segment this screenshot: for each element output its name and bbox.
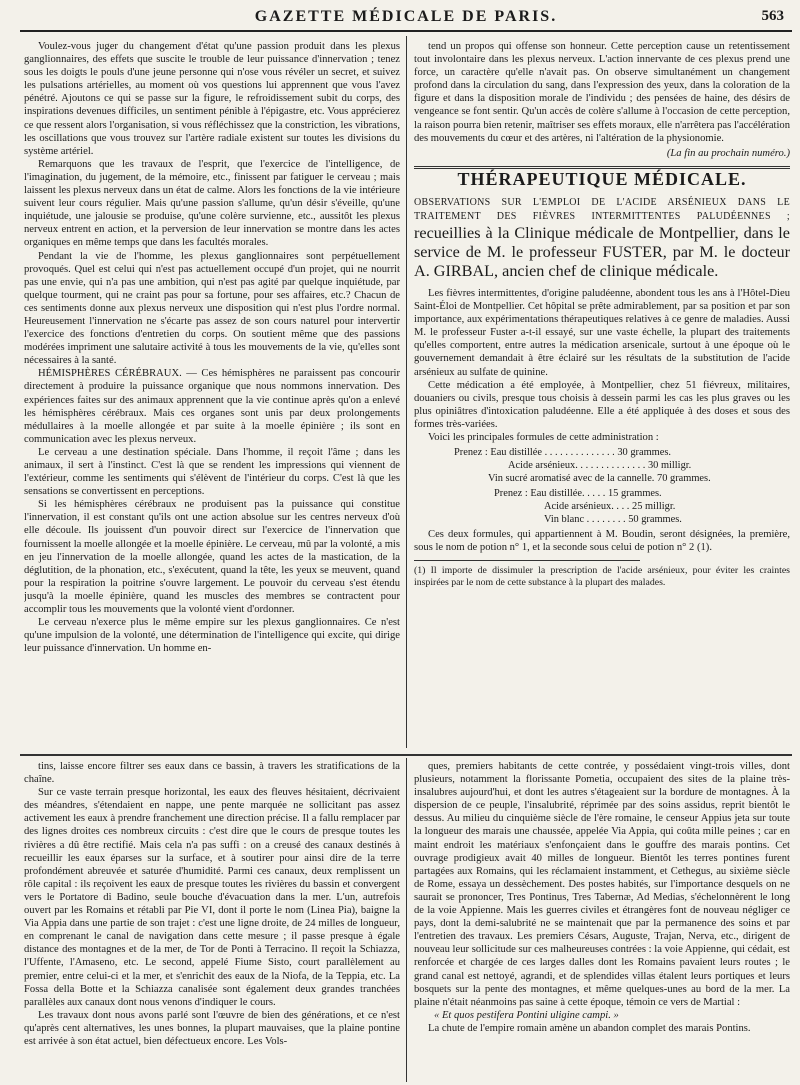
paragraph: La chute de l'empire romain amène un abandon complet des marais Pontins. [428, 1022, 751, 1034]
paragraph: Le cerveau n'exerce plus le même empire sur les plexus ganglionnaires. Ce n'est qu'une impulsion de la volonté, une détermination de l'intelligence qui excite, qui dirige leur puissance d'innervation. Un homme en- [24, 617, 400, 655]
paragraph: ques, premiers habitants de cette contrée, y possédaient vingt-trois villes, dont plusieurs, notamment la florissante Pometia, occupaient des sites de la plaine très-insalubres aujourd'hui, et dont les autres s'étageaient sur la bordure de montagnes. À la dispersion de ce peuple, l'insalubrité, réprimée par des soins assidus, reprit bientôt le dessus. Au milieu du cinquième siècle de l'ère romaine, le censeur Appius jeta sur toute la longueur des marais une chaussée, appelée Via Appia, qui coûta mille peines ; car en maint endroit les matériaux s'enfonçaient dans le gouffre des marais pontins. Cet ouvrage prodigieux avait 40 milles de longueur. Bientôt les terres pontines furent partagées aux Romains, qui les réclamaient instamment, et Cethegus, au sixième siècle de Rome, essaya un dessèchement. Des postes habités, sur l'importance desquels on ne saurait se prononcer, Tres Pontinus, Tres Tabernæ, Ad Medias, s'échelonnèrent le long de la voie Appienne. Mais les guerres civiles et étrangères font de nouveau négliger ce pays, dont la demi-salubrité ne se maintenait que par la permanence des soins et par l'entretien des travaux. Les premiers Césars, Auguste, Trajan, Nerva, etc., dirigent de nouveau leur sollicitude sur ces malheureuses contrées : la voie Appienne, qui cédait, est renforcée et chargée de ces larges dalles dont les Romains pavaient leurs routes ; le grand canal est nettoyé, agrandi, et de splendides villas étalent leurs portiques et leurs bosquets sur la pente des montagnes, et même quelques-unes au bord de la mer. La plaine n'était néanmoins pas saine à cette époque, témoin ce vers de Martial : [414, 761, 790, 1008]
bottom-right-column [414, 760, 790, 1082]
paragraph: Si les hémisphères cérébraux ne produisent pas la puissance qui constitue l'innervation, il est constant qu'ils ont une action absolue sur les centres nerveux d'où elle découle. Ils jouissent d'un pouvoir direct sur l'exercice de l'innervation que fournissent la moelle allongée et la moelle épinière. Le cerveau, mû par la volonté, a mis en jeu l'innervation de la moelle allongée, quand les actes de la mastication, de la déglutition, de la phonation, etc., s'exécutent, quand la tête, les yeux se meuvent, quand pour la respiration la poitrine s'ouvre largement. Le pouvoir du cerveau s'est étendu jusqu'à la moelle épinière, quand les muscles des membres se contractent pour accomplir tous les mouvements que la volonté vient d'ordonner. [24, 499, 400, 616]
paragraph: Voulez-vous juger du changement d'état qu'une passion produit dans les plexus ganglionnaires, des effets que suscite le trouble de leur puissance d'innervation ; tenez sous les doigts le pouls d'une jeune personne qui n'ose vous révéler un secret, et suivez les pulsations artérielles, au moment où vos questions lui apprennent que vous l'avez pénétré. Ajoutons ce qui se passe sur la figure, le refroidissement subit du corps, des inspirations devenues difficiles, un sentiment pénible à l'épigastre, etc. Vous apprécierez ce que ressent alors l'organisation, si vous réfléchissez que la constriction, les vibrations, les oscillations que vous trouvez sur l'artère radiale existent sur toutes les divisions du système artériel. [24, 41, 400, 157]
paragraph: Les fièvres intermittentes, d'origine paludéenne, abondent tous les ans à l'Hôtel-Dieu Saint-Éloi de Montpellier. Cet hôpital se prête admirablement, par sa position et par son importance, aux expérimentations thérapeutiques relatives à ce genre de maladies. Aussi M. le professeur Fuster a-t-il essayé, sur une vaste échelle, la plupart des traitements qu'elles comportent, entre autres la médication arsenicale, surtout à une époque où le gouvernement demandait à être éclairé sur les résultats de la substitution de l'acide arsénieux au sulfate de quinine. [414, 287, 790, 378]
paragraph: tend un propos qui offense son honneur. Cette perception cause un retentissement tout involontaire dans les plexus nerveux. L'action innervante de ces plexus prend une force, un caractère qu'elle n'avait pas. On observe simultanément un changement profond dans la circulation du sang, dans l'expression des yeux, dans la coloration de la figure et dans la disposition morale de l'individu ; des pensées de haine, des désirs de vengeance se font sentir. Qu'un accès de colère s'allume à l'occasion de cette perception, la raison pourra bien retenir, maîtriser ses effets moraux, elle n'arrêtera pas l'accélération des mouvements du cœur et des artères, ni l'altération de la physionomie. [414, 41, 790, 144]
formula-2 [494, 487, 790, 526]
paragraph: Sur ce vaste terrain presque horizontal, les eaux des fleuves hésitaient, décrivaient des méandres, s'étendaient en nappe, une pente marquée ne sollicitant pas assez activement les eaux à prendre franchement une direction précise. Il a fallu remplacer par des lignes droites ces nombreux circuits : c'est dire que le cours de presque toutes les rivières a dû être rectifié. Mais cela n'a pas suffi : on a creusé des canaux destinés à recueillir les eaux éparses sur la surface, et à soutirer pour ainsi dire de la terre profondément abreuvée et saturée d'humidité. Parmi ces canaux, deux remplissent un rôle capital : ils reçoivent les eaux de presque toutes les rivières du bassin et convergent vers le Portatore di Badino, seule bouche d'évacuation dans la mer. L'un, autrefois ouvert par les Romains et rétabli par Pie VI, dont il porte le nom (Linea Pia), baigne la Via Appia dans une partie de son trajet : c'est une ligne droite, de 24 milles de longueur, en comprenant le canal de navigation dans cette mesure ; il passe presque à égale distance des montagnes et de la mer, de Tor de Ponti à Terracino. Il reçoit la Schiazza, l'Uffente, l'Amaseno, etc. Le second, appelé Fiume Sisto, court parallèlement au premier, entre celui-ci et la mer, et s'enrichit des eaux de la Niofa, de la Teppia, etc. La Fossa della Botte et la Schiazza canalisée sont également deux grandes tranchées parallèles aux canaux dont nous venons d'indiquer le cours. [24, 787, 400, 1008]
footnote-rule [414, 560, 640, 561]
paragraph: Remarquons que les travaux de l'esprit, que l'exercice de l'intelligence, de l'imagination, du jugement, de la mémoire, etc., finissent par fatiguer le cerveau ; mais laissent les plexus nerveux dans un état de calme. Alors les fonctions de la vie intérieure suivent leur cours régulier. Mais qu'une passion s'allume, qu'un désir s'éveille, qu'une inquiétude, une jalousie se produise, qu'une colère survienne, etc., aussitôt les plexus nerveux entrent en action, et la perversion de leur innervation se montre dans les actes organiques en même temps que dans les facultés morales. [24, 158, 400, 249]
article-title [414, 196, 790, 281]
formula-line: Acide arsénieux. . . . . . . . . . . . . . 30 milligr. [508, 460, 692, 472]
article-title-byline: recueillies à la Clinique médicale de Montpellier, dans le service de M. le professeur FUSTER, par M. le docteur A. GIRBAL, ancien chef de clinique médicale. [414, 223, 790, 280]
formula-line: Vin blanc . . . . . . . . 50 grammes. [544, 514, 682, 526]
page-header [20, 4, 792, 32]
page-number: 563 [761, 8, 784, 24]
section-separator [20, 754, 792, 756]
newspaper-page [20, 0, 792, 1085]
section-title: THÉRAPEUTIQUE MÉDICALE. [457, 168, 747, 189]
paragraph: Pendant la vie de l'homme, les plexus ganglionnaires sont perpétuellement provoqués. Quel est celui qui n'est pas actuellement occupé d'un projet, qui ne nourrit pas une envie, qui n'a pas une ambition, qui n'est pas agité par quelque inquiétude, par quelque tourment, qui ne craint pas pour sa fortune, pour ses affaires, etc.? Chacun de ces sentiments donne aux plexus nerveux une disposition qui n'est plus l'ordre normal. Heureusement l'innervation ne s'écarte pas assez de son cours naturel pour intervertir l'exercice des fonctions d'entretien du corps. On soutient même que des passions modérées impriment une salutaire activité à tous les mouvements de la vie, qu'elles sont nécessaires à la santé. [24, 250, 400, 367]
right-column [414, 40, 790, 752]
quotation: « Et quos pestifera Pontini uligine campi. » [434, 1009, 619, 1021]
article-title-caps: OBSERVATIONS SUR L'EMPLOI DE L'ACIDE ARSÉNIEUX DANS LE TRAITEMENT DES FIÈVRES INTERMITTENTES PALUDÉENNES ; [414, 196, 790, 222]
paragraph: Ces deux formules, qui appartiennent à M. Boudin, seront désignées, la première, sous le nom de potion n° 1, et la seconde sous celui de potion n° 2 (1). [414, 529, 790, 554]
column-divider [406, 36, 407, 748]
formula-line: Prenez : Eau distillée . . . . . . . . . . . . . . 30 grammes. [454, 447, 672, 459]
paragraph: Les travaux dont nous avons parlé sont l'œuvre de bien des générations, et ce n'est qu'après cent alternatives, les unes bonnes, la plupart mauvaises, que la plaine pontine est arrivée à son état actuel, bien défectueux encore. Les Vols- [24, 1009, 400, 1047]
section-rule [414, 166, 790, 167]
footnote: (1) Il importe de dissimuler la prescription de l'acide arsénieux, pour éviter les craintes inspirées par le nom de cette substance à la plupart des malades. [414, 565, 790, 589]
column-divider [406, 758, 407, 1082]
journal-title: GAZETTE MÉDICALE DE PARIS. [254, 8, 558, 25]
paragraph: tins, laisse encore filtrer ses eaux dans ce bassin, à travers les stratifications de la chaîne. [24, 761, 400, 786]
left-column [24, 40, 400, 748]
formula-1 [454, 446, 790, 485]
formula-line: Vin sucré aromatisé avec de la cannelle. 70 grammes. [488, 473, 711, 485]
formula-line: Prenez : Eau distillée. . . . . 15 grammes. [494, 488, 662, 500]
continuation-note: (La fin au prochain numéro.) [666, 147, 790, 159]
bottom-left-column [24, 760, 400, 1082]
paragraph: Voici les principales formules de cette administration : [428, 431, 659, 443]
formula-line: Acide arsénieux. . . . 25 milligr. [544, 501, 676, 513]
paragraph: HÉMISPHÈRES CÉRÉBRAUX. — Ces hémisphères ne paraissent pas concourir directement à produire la puissance organique que nous nommons innervation. Des expériences faites sur des animaux apprennent que la vie continue après qu'on a enlevé les hémisphères cérébraux. Mais ces organes sont unis par deux prolongements médullaires à la moelle allongée et par suite à la moelle épinière ; ils sont en communication avec les plexus nerveux. [24, 368, 400, 445]
paragraph: Le cerveau a une destination spéciale. Dans l'homme, il reçoit l'âme ; dans les animaux, il sert à l'instinct. C'est là que se rendent les impressions qui viennent de l'extérieur, comme les sentiments qui s'élèvent de l'intérieur du corps. C'est là que les sensations se convertissent en perceptions. [24, 446, 400, 498]
paragraph: Cette médication a été employée, à Montpellier, chez 51 fiévreux, militaires, douaniers ou civils, presque tous choisis à dessein parmi les cas les plus graves ou les plus opiniâtres d'intoxication paludéenne. Elle a été appliquée à des doses et sous des formes très-variées. [414, 379, 790, 430]
